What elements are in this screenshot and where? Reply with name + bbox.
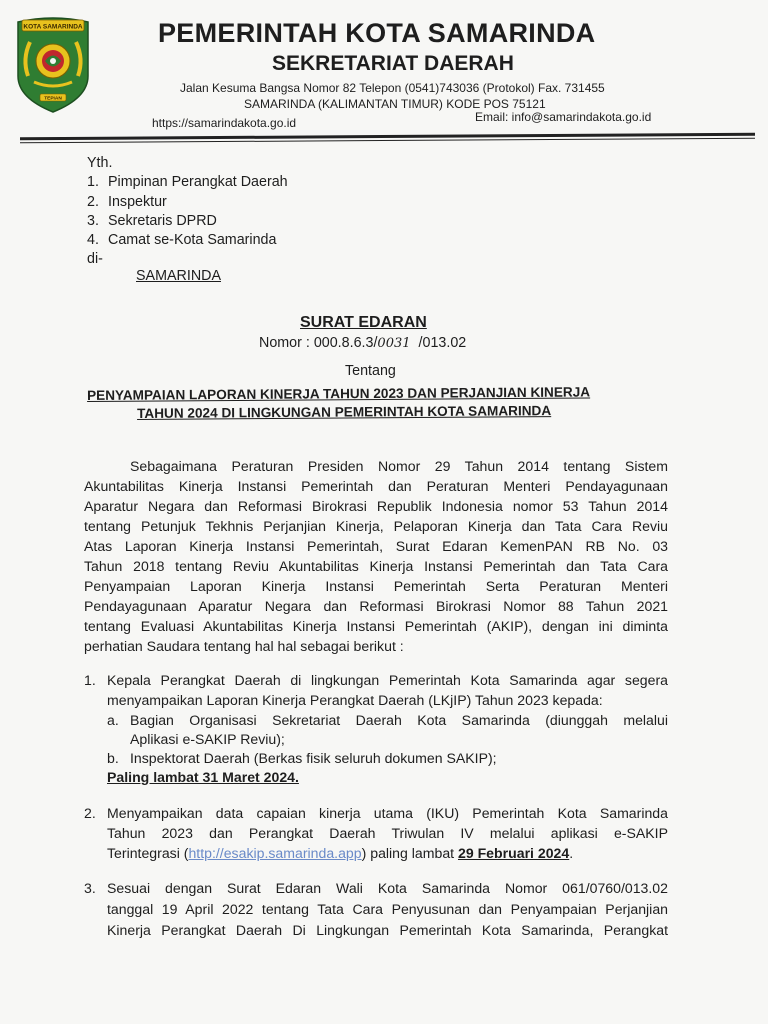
letter-type: SURAT EDARAN	[300, 314, 427, 331]
point2-line3-end: .	[569, 845, 574, 861]
point3-line: Sesuai dengan Surat Edaran Wali Kota Samarinda Nomor 061/0760/013.02	[107, 880, 668, 896]
salutation: Yth.	[87, 155, 113, 171]
logo-text-top: KOTA SAMARINDA	[23, 23, 83, 31]
recipient-label: Camat se-Kota Samarinda	[108, 232, 277, 248]
intro-line: Aparatur Negara dan Reformasi Birokrasi Republik Indonesia nomor 53 Tahun 2014	[84, 498, 668, 514]
letter-number-handwritten: 0031	[377, 336, 411, 351]
sub-point-label: a.	[107, 712, 119, 728]
recipient-number: 1.	[87, 174, 99, 190]
esakip-link[interactable]: http://esakip.samarinda.app	[188, 845, 362, 861]
subject-line-2: TAHUN 2024 DI LINGKUNGAN PEMERINTAH KOTA SAMARINDA	[137, 403, 552, 421]
recipient-item	[87, 232, 277, 248]
point1-line: menyampaikan Laporan Kinerja Perangkat Daerah (LKjIP) Tahun 2023 kepada:	[107, 692, 603, 708]
recipient-item	[87, 213, 217, 229]
intro-line: Sebagaimana Peraturan Presiden Nomor 29 Tahun 2014 tentang Sistem	[130, 458, 668, 474]
letterhead-email: Email: info@samarindakota.go.id	[475, 110, 652, 124]
point3-line: tanggal 19 April 2022 tentang Tata Cara Penyusunan dan Penyampaian Perjanjian	[107, 901, 668, 917]
point1-deadline: Paling lambat 31 Maret 2024.	[107, 769, 299, 785]
point1-line: Kepala Perangkat Daerah di lingkungan Pemerintah Kota Samarinda agar segera	[107, 672, 668, 688]
letter-number	[259, 335, 466, 351]
recipient-label: Sekretaris DPRD	[108, 213, 217, 229]
point2-deadline: 29 Februari 2024	[457, 845, 570, 861]
recipient-number: 4.	[87, 232, 99, 248]
recipient-number: 3.	[87, 213, 99, 229]
letterhead-title: PEMERINTAH KOTA SAMARINDA	[158, 18, 596, 48]
point2-line3-start: Terintegrasi (	[107, 845, 189, 861]
recipient-item	[87, 174, 288, 190]
letterhead-website: https://samarindakota.go.id	[152, 116, 297, 130]
recipient-label: Pimpinan Perangkat Daerah	[108, 174, 288, 190]
point2-line3-middle: ) paling lambat	[361, 845, 458, 861]
intro-line: tentang Evaluasi Akuntabilitas Kinerja Instansi Pemerintah (AKIP), dengan ini diminta	[84, 618, 668, 634]
recipient-city: SAMARINDA	[136, 268, 221, 284]
intro-line: Atas Laporan Kinerja Instansi Pemerintah, Surat Edaran KemenPAN RB No. 03	[84, 538, 668, 554]
intro-line: tentang Petunjuk Tekhnis Perjanjian Kinerja, Pelaporan Kinerja dan Tata Cara Reviu	[84, 518, 668, 534]
intro-line: Penyampaian Laporan Kinerja Instansi Pemerintah Serta Peraturan Menteri	[84, 578, 668, 594]
subject-line-1: PENYAMPAIAN LAPORAN KINERJA TAHUN 2023 DAN PERJANJIAN KINERJA	[87, 384, 591, 403]
point1-b-line: Inspektorat Daerah (Berkas fisik seluruh dokumen SAKIP);	[130, 750, 497, 766]
intro-line: perhatian Saudara tentang hal hal sebagai berikut :	[84, 638, 404, 654]
letterhead-address-line1: Jalan Kesuma Bangsa Nomor 82 Telepon (0541)743036 (Protokol) Fax. 731455	[180, 81, 605, 95]
letterhead-address-line2: SAMARINDA (KALIMANTAN TIMUR) KODE POS 75121	[244, 97, 546, 111]
intro-line: Akuntabilitas Kinerja Instansi Pemerintah dan Peraturan Menteri Pendayagunaan	[84, 478, 668, 494]
letter-number-suffix: /013.02	[418, 335, 467, 351]
letter-about: Tentang	[345, 363, 396, 379]
point-number: 3.	[84, 880, 96, 896]
point1-a-line: Bagian Organisasi Sekretariat Daerah Kota Samarinda (diunggah melalui	[130, 712, 668, 728]
point-number: 1.	[84, 672, 96, 688]
letterhead-subtitle: SEKRETARIAT DAERAH	[272, 52, 514, 75]
logo-text-bottom: TEPIAN	[44, 96, 62, 102]
point3-line: Kinerja Perangkat Daerah Di Lingkungan Pemerintah Kota Samarinda, Perangkat	[107, 922, 668, 938]
point-number: 2.	[84, 805, 96, 821]
point2-line: Menyampaikan data capaian kinerja utama (IKU) Pemerintah Kota Samarinda	[107, 805, 668, 821]
sub-point-label: b.	[107, 750, 119, 766]
point2-line: Tahun 2023 dan Perangkat Daerah Triwulan IV melalui aplikasi e-SAKIP	[107, 825, 668, 841]
recipient-at: di-	[87, 251, 103, 267]
point1-a-line: Aplikasi e-SAKIP Reviu);	[130, 731, 285, 747]
recipient-number: 2.	[87, 194, 99, 210]
city-emblem-logo	[12, 14, 94, 114]
intro-line: Tahun 2018 tentang Reviu Akuntabilitas Kinerja Instansi Pemerintah dan Tata Cara	[84, 558, 668, 574]
letter-number-prefix: Nomor : 000.8.6.3/	[259, 335, 378, 351]
recipient-item	[87, 194, 167, 210]
recipient-label: Inspektur	[108, 194, 167, 210]
intro-line: Pendayagunaan Aparatur Negara dan Reformasi Birokrasi Nomor 88 Tahun 2021	[84, 598, 668, 614]
point2-line	[107, 845, 573, 861]
